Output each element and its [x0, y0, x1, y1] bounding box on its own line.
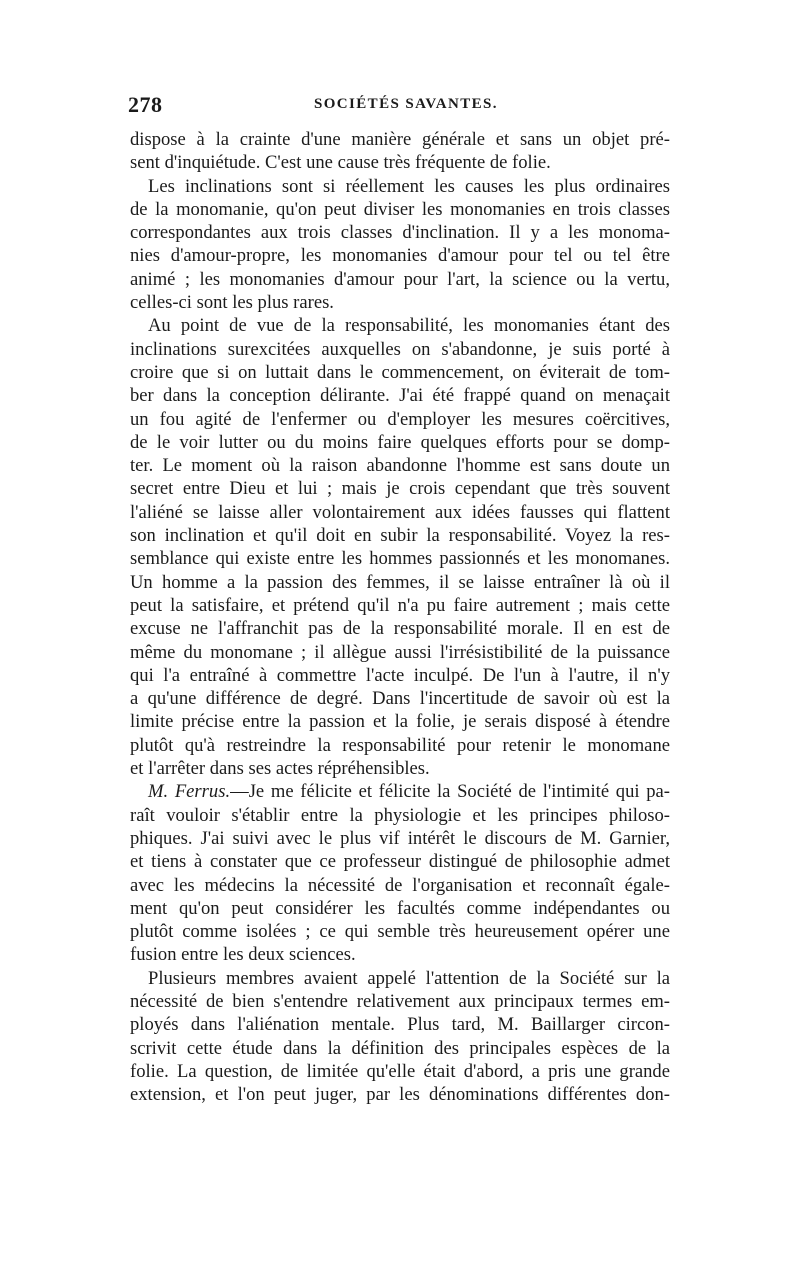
text-line: excuse ne l'affranchit pas de la responsabilité morale. Il en est de: [130, 618, 670, 640]
text-line: peut la satisfaire, et prétend qu'il n'a pu faire autrement ; mais cette: [130, 594, 670, 616]
text-line: ber dans la conception délirante. J'ai été frappé quand on menaçait: [130, 385, 670, 407]
text-line: un fou agité de l'enfermer ou d'employer les mesures coërcitives,: [130, 408, 670, 430]
text-line: a qu'une différence de degré. Dans l'incertitude de savoir où est la: [130, 688, 670, 710]
text-line: avec les médecins la nécessité de l'organisation et reconnaît égale-: [130, 874, 670, 896]
text-line: plutôt qu'à restreindre la responsabilité pour retenir le monomane: [130, 734, 670, 756]
text-line: l'aliéné se laisse aller volontairement aux idées fausses qui flattent: [130, 501, 670, 523]
text-line-speaker: [130, 780, 670, 803]
text-line: Les inclinations sont si réellement les causes les plus ordinaires: [148, 175, 670, 197]
running-title: SOCIÉTÉS SAVANTES.: [314, 96, 498, 112]
text-line: ter. Le moment où la raison abandonne l'homme est sans doute un: [130, 455, 670, 477]
speaker-name: M. Ferrus.: [148, 781, 231, 803]
text-line: sent d'inquiétude. C'est une cause très fréquente de folie.: [130, 152, 551, 174]
text-line: croire que si on luttait dans le commencement, on éviterait de tom-: [130, 361, 670, 383]
text-line: inclinations surexcitées auxquelles on s'abandonne, je suis porté à: [130, 338, 670, 360]
text-line: fusion entre les deux sciences.: [130, 944, 356, 966]
speaker-text: —Je me félicite et félicite la Société de l'intimité qui pa-: [230, 781, 670, 803]
text-line: phiques. J'ai suivi avec le plus vif intérêt le discours de M. Garnier,: [130, 827, 670, 849]
text-line: folie. La question, de limitée qu'elle était d'abord, a pris une grande: [130, 1060, 670, 1082]
text-line: dispose à la crainte d'une manière générale et sans un objet pré-: [130, 129, 670, 150]
text-line: celles-ci sont les plus rares.: [130, 292, 334, 314]
body-text: [130, 128, 670, 1106]
text-line: plutôt comme isolées ; ce qui semble très heureusement opérer une: [130, 921, 670, 943]
text-line: ployés dans l'aliénation mentale. Plus tard, M. Baillarger circon-: [130, 1014, 670, 1036]
text-line: de le voir lutter ou du moins faire quelques efforts pour se domp-: [130, 431, 670, 453]
text-line: animé ; les monomanies d'amour pour l'art, la science ou la vertu,: [130, 268, 670, 290]
text-line: Un homme a la passion des femmes, il se laisse entraîner là où il: [130, 571, 670, 593]
text-line: qui l'a entraîné à commettre l'acte inculpé. De l'un à l'autre, il n'y: [130, 664, 670, 686]
text-line: extension, et l'on peut juger, par les dénominations différentes don-: [130, 1084, 670, 1106]
text-line: raît vouloir s'établir entre la physiologie et les principes philoso-: [130, 804, 670, 826]
text-line: Plusieurs membres avaient appelé l'attention de la Société sur la: [148, 967, 670, 989]
text-line: et l'arrêter dans ses actes répréhensibles.: [130, 758, 430, 780]
text-line: ment qu'on peut considérer les facultés comme indépendantes ou: [130, 897, 670, 919]
text-line: limite précise entre la passion et la folie, je serais disposé à étendre: [130, 711, 670, 733]
text-line: nies d'amour-propre, les monomanies d'amour pour tel ou tel être: [130, 245, 670, 267]
text-line: même du monomane ; il allègue aussi l'irrésistibilité de la puissance: [130, 641, 670, 663]
text-line: semblance qui existe entre les hommes passionnés et les monomanes.: [130, 548, 670, 570]
text-line: et tiens à constater que ce professeur distingué de philosophie admet: [130, 851, 670, 873]
text-line: Au point de vue de la responsabilité, les monomanies étant des: [148, 315, 670, 337]
text-line: son inclination et qu'il doit en subir la responsabilité. Voyez la res-: [130, 525, 670, 547]
text-line: scrivit cette étude dans la définition des principales espèces de la: [130, 1037, 670, 1059]
page-number: 278: [128, 92, 163, 117]
running-head: [128, 92, 668, 118]
text-line: secret entre Dieu et lui ; mais je crois cependant que très souvent: [130, 478, 670, 500]
text-line: de la monomanie, qu'on peut diviser les monomanies en trois classes: [130, 198, 670, 220]
text-line: correspondantes aux trois classes d'inclination. Il y a les monoma-: [130, 222, 670, 244]
text-line: nécessité de bien s'entendre relativement aux principaux termes em-: [130, 990, 670, 1012]
